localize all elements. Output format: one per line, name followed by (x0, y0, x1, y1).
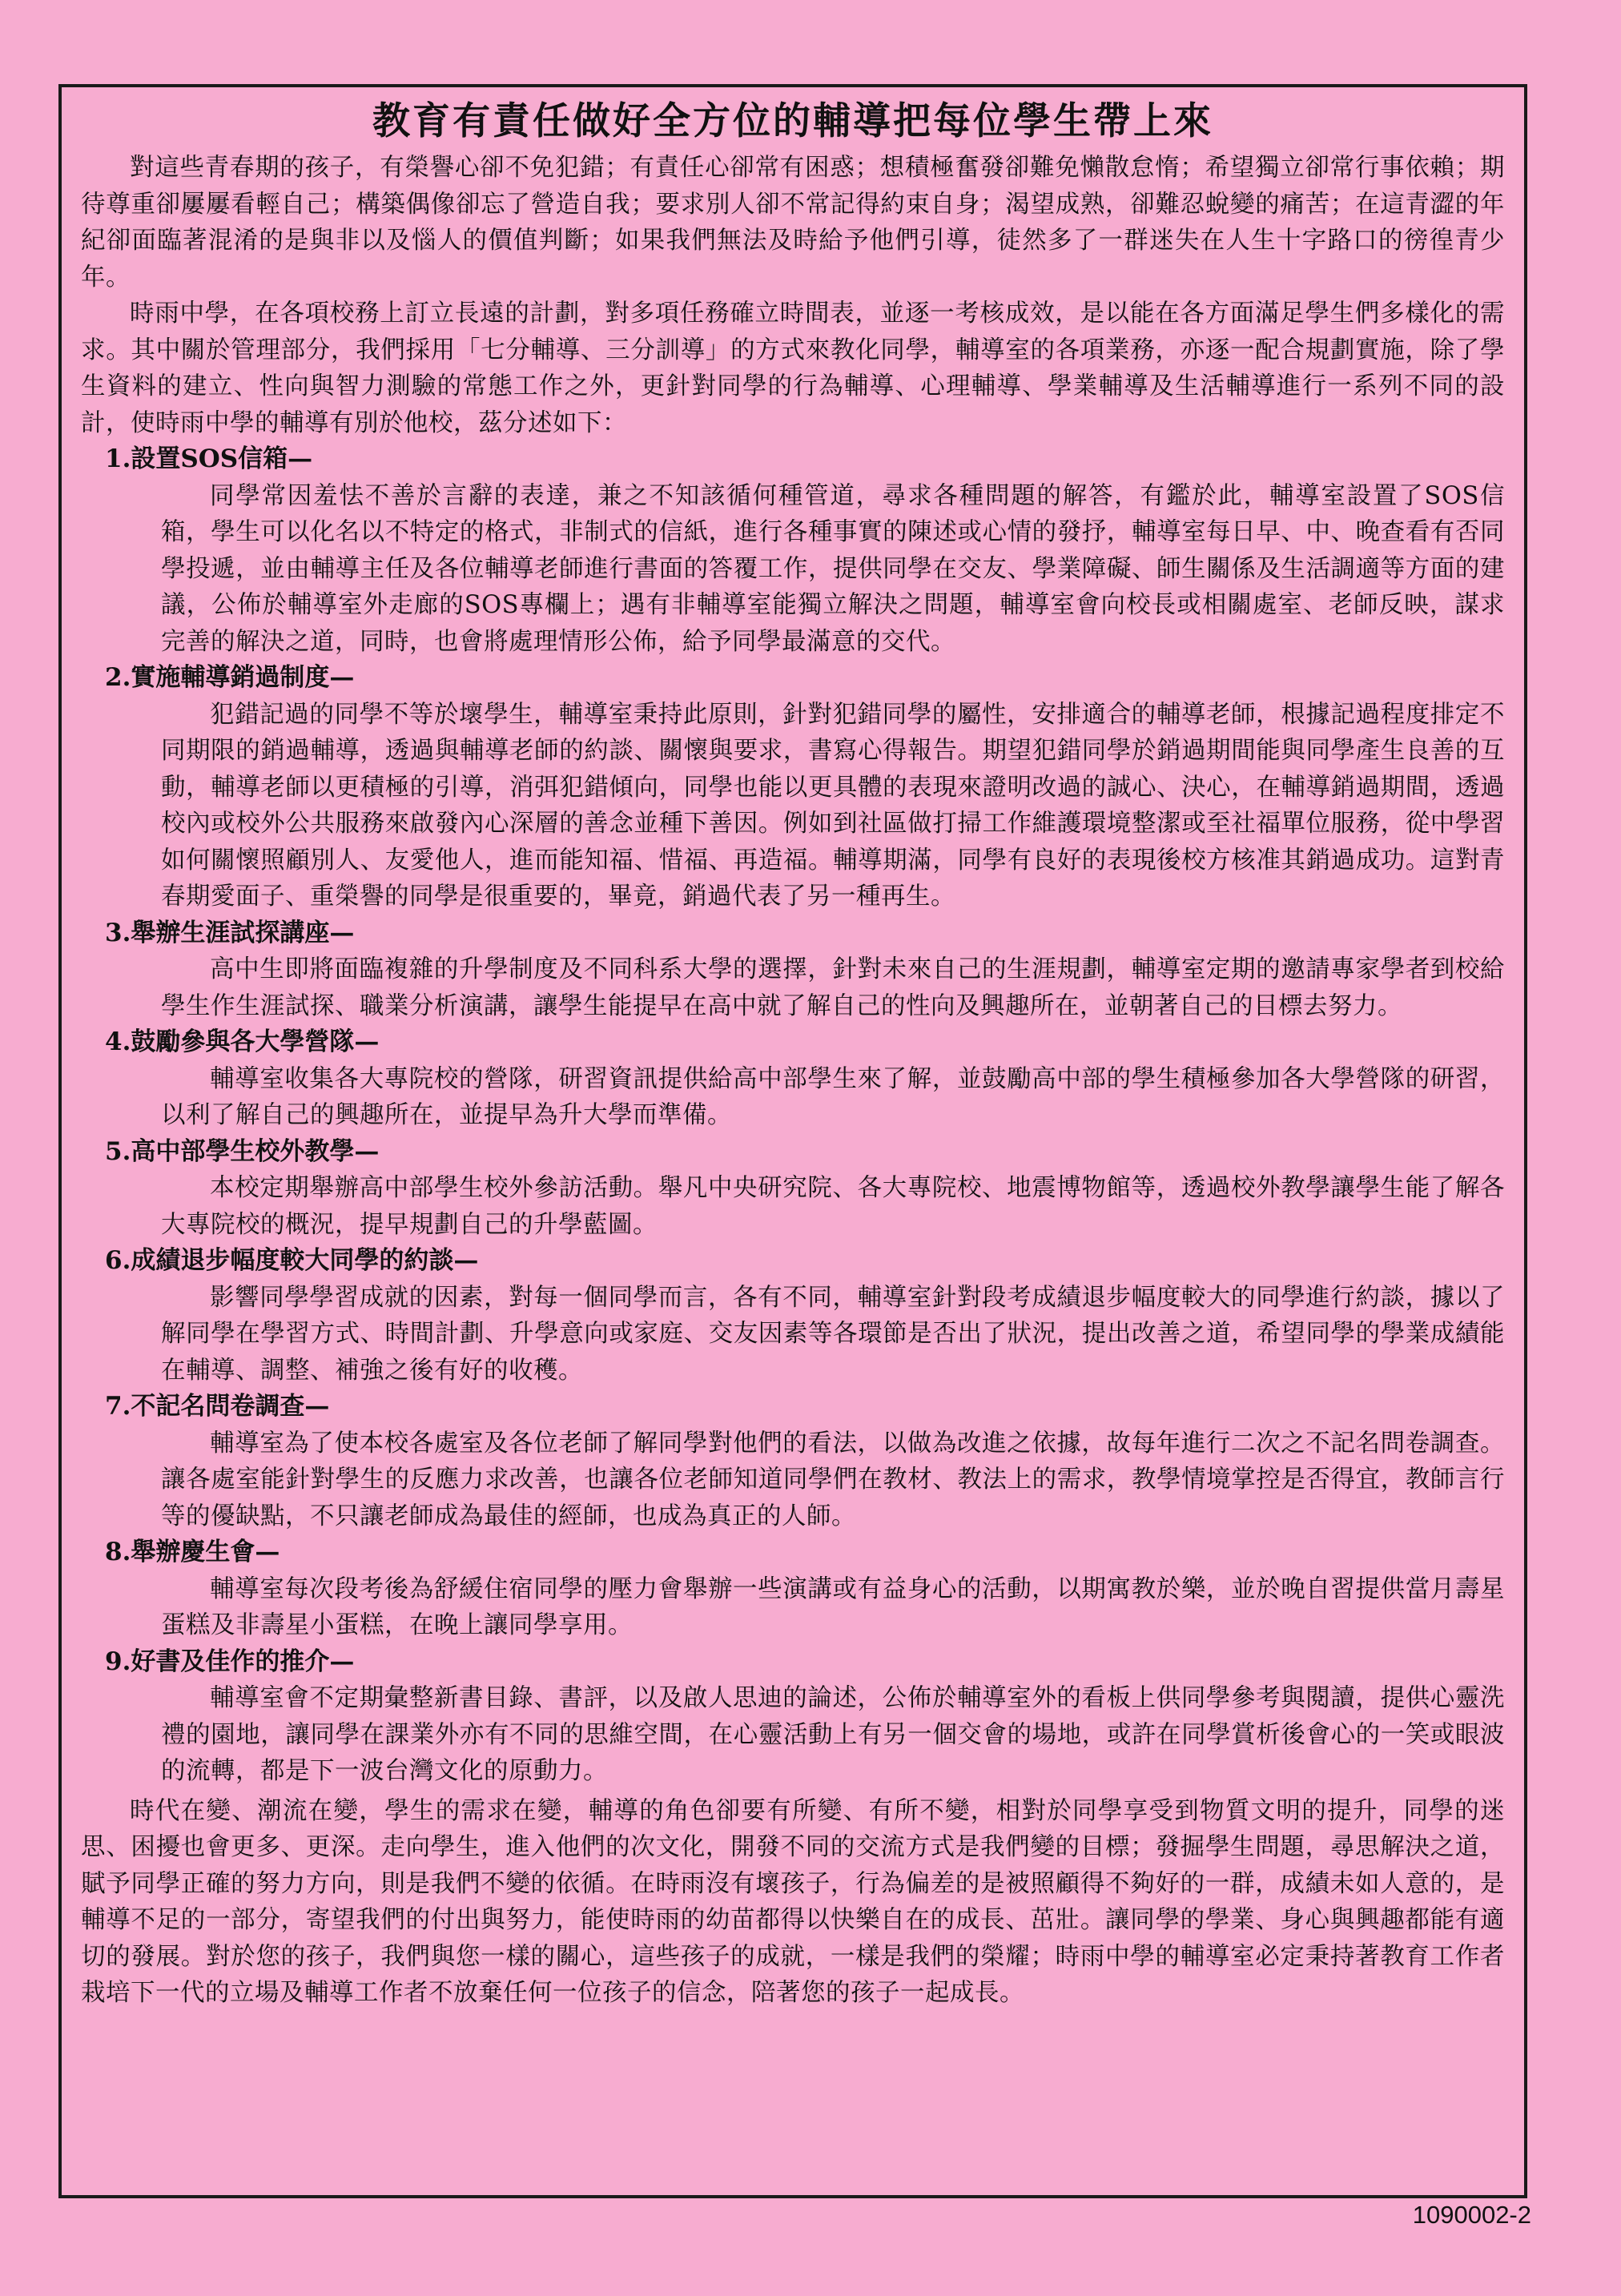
document-code: 1090002-2 (1412, 2201, 1531, 2229)
document-frame (58, 84, 1527, 2198)
section-body: 同學常因羞怯不善於言辭的表達，兼之不知該循何種管道，尋求各種問題的解答，有鑑於此，輔導室設置了SOS信箱，學生可以化名以不特定的格式，非制式的信紙，進行各種事實的陳述或心情的發抒，輔導室每日早、中、晚查看有否同學投遞，並由輔導主任及各位輔導老師進行書面的答覆工作，提供同學在交友、學業障礙、師生關係及生活調適等方面的建議，公佈於輔導室外走廊的SOS專欄上；遇有非輔導室能獨立解決之問題，輔導室會向校長或相關處室、老師反映，謀求完善的解決之道，同時，也會將處理情形公佈，給予同學最滿意的交代。 (161, 481, 1505, 656)
section-heading: 3.舉辦生涯試探講座— (105, 918, 355, 947)
section-heading: 2.實施輔導銷過制度— (105, 663, 355, 692)
section-body: 輔導室每次段考後為舒緩住宿同學的壓力會舉辦一些演講或有益身心的活動，以期寓教於樂，並於晚自習提供當月壽星蛋糕及非壽星小蛋糕，在晚上讓同學享用。 (161, 1574, 1505, 1639)
section-heading: 4.鼓勵參與各大學營隊— (105, 1027, 380, 1056)
section-body: 輔導室為了使本校各處室及各位老師了解同學對他們的看法，以做為改進之依據，故每年進行二次之不記名問卷調查。讓各處室能針對學生的反應力求改善，也讓各位老師知道同學們在教材、教法上的需求，教學情境掌控是否得宜，教師言行等的優缺點，不只讓老師成為最佳的經師，也成為真正的人師。 (161, 1429, 1505, 1530)
section-1 (81, 441, 1505, 660)
section-body: 本校定期舉辦高中部學生校外參訪活動。舉凡中央研究院、各大專院校、地震博物館等，透過校外教學讓學生能了解各大專院校的概況，提早規劃自己的升學藍圖。 (161, 1174, 1505, 1239)
section-3 (81, 915, 1505, 1025)
section-9 (81, 1644, 1505, 1790)
section-body: 影響同學學習成就的因素，對每一個同學而言，各有不同，輔導室針對段考成績退步幅度較大的同學進行約談，據以了解同學在學習方式、時間計劃、升學意向或家庭、交友因素等各環節是否出了狀況，提出改善之道，希望同學的學業成績能在輔導、調整、補強之後有好的收穫。 (161, 1283, 1505, 1385)
section-heading: 1.設置SOS信箱— (105, 444, 313, 473)
section-heading: 7.不記名問卷調查— (105, 1392, 330, 1421)
section-4 (81, 1024, 1505, 1134)
section-body: 輔導室會不定期彙整新書目錄、書評，以及啟人思迪的論述，公佈於輔導室外的看板上供同學參考與閱讀，提供心靈洗禮的園地，讓同學在課業外亦有不同的思維空間，在心靈活動上有另一個交會的場地，或許在同學賞析後會心的一笑或眼波的流轉，都是下一波台灣文化的原動力。 (161, 1684, 1505, 1785)
section-6 (81, 1243, 1505, 1389)
section-5 (81, 1134, 1505, 1244)
section-7 (81, 1389, 1505, 1534)
section-heading: 8.舉辦慶生會— (105, 1538, 280, 1566)
section-body: 輔導室收集各大專院校的營隊，研習資訊提供給高中部學生來了解，並鼓勵高中部的學生積極參加各大學營隊的研習，以利了解自己的興趣所在，並提早為升大學而準備。 (161, 1064, 1505, 1129)
document-title: 教育有責任做好全方位的輔導把每位學生帶上來 (372, 99, 1213, 143)
intro-paragraph-2: 時雨中學，在各項校務上訂立長遠的計劃，對多項任務確立時間表，並逐一考核成效，是以能在各方面滿足學生們多樣化的需求。其中關於管理部分，我們採用「七分輔導、三分訓導」的方式來教化同學，輔導室的各項業務，亦逐一配合規劃實施，除了學生資料的建立、性向與智力測驗的常態工作之外，更針對同學的行為輔導、心理輔導、學業輔導及生活輔導進行一系列不同的設計，使時雨中學的輔導有別於他校，茲分述如下： (81, 300, 1505, 437)
section-heading: 5.高中部學生校外教學— (105, 1136, 380, 1166)
closing-paragraph: 時代在變、潮流在變，學生的需求在變，輔導的角色卻要有所變、有所不變，相對於同學享受到物質文明的提升，同學的迷思、困擾也會更多、更深。走向學生，進入他們的次文化，開發不同的交流方式是我們變的目標；發掘學生問題，尋思解決之道，賦予同學正確的努力方向，則是我們不變的依循。在時雨沒有壞孩子，行為偏差的是被照顧得不夠好的一群，成績未如人意的，是輔導不足的一部分，寄望我們的付出與努力，能使時雨的幼苗都得以快樂自在的成長、茁壯。讓同學的學業、身心與興趣都能有適切的發展。對於您的孩子，我們與您一樣的關心，這些孩子的成就，一樣是我們的榮耀；時雨中學的輔導室必定秉持著教育工作者栽培下一代的立場及輔導工作者不放棄任何一位孩子的信念，陪著您的孩子一起成長。 (81, 1796, 1505, 2007)
section-heading: 6.成績退步幅度較大同學的約談— (105, 1246, 479, 1275)
section-8 (81, 1534, 1505, 1644)
section-body: 高中生即將面臨複雜的升學制度及不同科系大學的選擇，針對未來自己的生涯規劃，輔導室定期的邀請專家學者到校給學生作生涯試探、職業分析演講，讓學生能提早在高中就了解自己的性向及興趣所在，並朝著自己的目標去努力。 (161, 955, 1505, 1020)
intro-paragraph-1: 對這些青春期的孩子，有榮譽心卻不免犯錯；有責任心卻常有困惑；想積極奮發卻難免懶散怠惰；希望獨立卻常行事依賴；期待尊重卻屢屢看輕自己；構築偶像卻忘了營造自我；要求別人卻不常記得約束自身；渴望成熟，卻難忍蛻變的痛苦；在這青澀的年紀卻面臨著混淆的是與非以及惱人的價值判斷；如果我們無法及時給予他們引導，徒然多了一群迷失在人生十字路口的徬徨青少年。 (81, 154, 1505, 292)
section-2 (81, 660, 1505, 915)
section-body: 犯錯記過的同學不等於壞學生，輔導室秉持此原則，針對犯錯同學的屬性，安排適合的輔導老師，根據記過程度排定不同期限的銷過輔導，透過與輔導老師的約談、關懷與要求，書寫心得報告。期望犯錯同學於銷過期間能與同學產生良善的互動，輔導老師以更積極的引導，消弭犯錯傾向，同學也能以更具體的表現來證明改過的誠心、決心，在輔導銷過期間，透過校內或校外公共服務來啟發內心深層的善念並種下善因。例如到社區做打掃工作維護環境整潔或至社福單位服務，從中學習如何關懷照顧別人、友愛他人，進而能知福、惜福、再造福。輔導期滿，同學有良好的表現後校方核准其銷過成功。這對青春期愛面子、重榮譽的同學是很重要的，畢竟，銷過代表了另一種再生。 (161, 700, 1505, 911)
section-heading: 9.好書及佳作的推介— (105, 1647, 355, 1676)
